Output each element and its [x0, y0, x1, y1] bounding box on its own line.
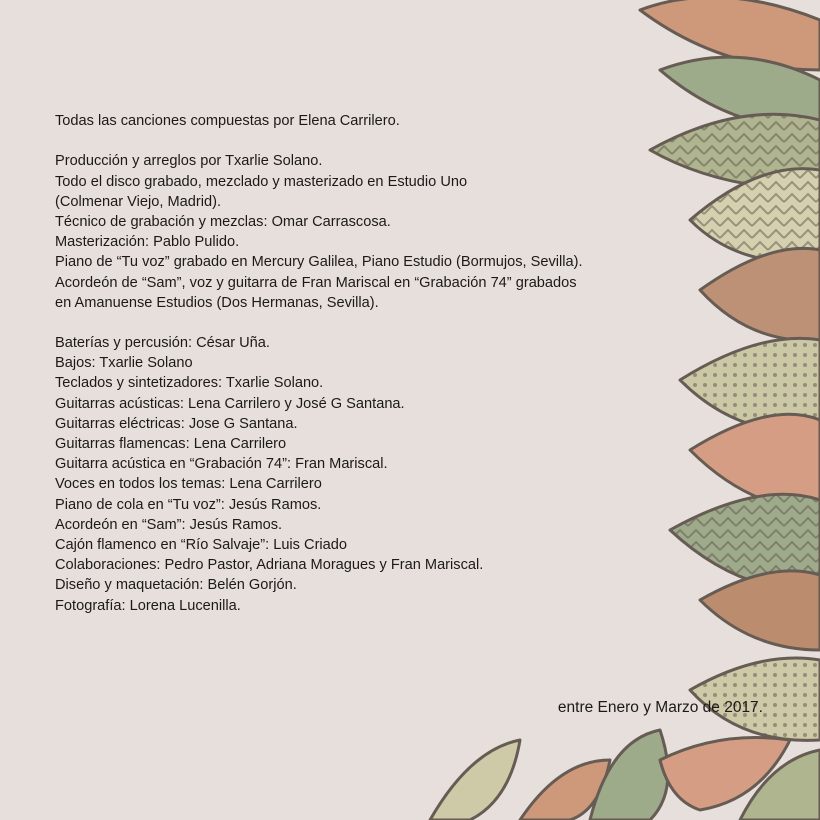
credit-line: Guitarras eléctricas: Jose G Santana. [55, 415, 298, 432]
credit-line: Guitarras acústicas: Lena Carrilero y José G Santana. [55, 395, 405, 412]
leaf-shape [700, 248, 820, 340]
credit-line: (Colmenar Viejo, Madrid). [55, 193, 221, 210]
recording-date-note: entre Enero y Marzo de 2017. [557, 699, 763, 716]
credit-line: Fotografía: Lorena Lucenilla. [55, 597, 241, 614]
credit-line: Todas las canciones compuestas por Elena Carrilero. [55, 113, 400, 129]
credit-line: Diseño y maquetación: Belén Gorjón. [55, 577, 297, 594]
leaf-shape [430, 740, 520, 820]
credit-line: Técnico de grabación y mezclas: Omar Carrascosa. [55, 213, 391, 230]
credit-line: Todo el disco grabado, mezclado y masterizado en Estudio Uno [55, 173, 468, 190]
credit-line: Acordeón de “Sam”, voz y guitarra de Fran Mariscal en “Grabación 74” grabados [55, 274, 577, 291]
credit-line: Bajos: Txarlie Solano [55, 355, 193, 372]
credit-line: Piano de “Tu voz” grabado en Mercury Galilea, Piano Estudio (Bormujos, Sevilla). [55, 254, 583, 271]
credit-line: Teclados y sintetizadores: Txarlie Solano. [55, 375, 324, 392]
credit-line: Guitarras flamencas: Lena Carrilero [55, 436, 287, 452]
credit-line: Colaboraciones: Pedro Pastor, Adriana Moragues y Fran Mariscal. [55, 557, 484, 574]
credit-line: en Amanuense Estudios (Dos Hermanas, Sevilla). [55, 294, 379, 311]
credit-line: Masterización: Pablo Pulido. [55, 234, 240, 251]
credit-line: Guitarra acústica en “Grabación 74”: Fran Mariscal. [55, 456, 388, 473]
credit-line: Voces en todos los temas: Lena Carrilero [55, 476, 322, 493]
credit-line: Piano de cola en “Tu voz”: Jesús Ramos. [55, 496, 322, 513]
leaf-shape [700, 571, 820, 650]
credits-text [55, 111, 695, 616]
credit-line: Acordeón en “Sam”: Jesús Ramos. [55, 516, 283, 533]
credit-line: Cajón flamenco en “Río Salvaje”: Luis Criado [55, 536, 348, 553]
credit-line: Baterías y percusión: César Uña. [55, 335, 270, 352]
credit-line: Producción y arreglos por Txarlie Solano. [55, 153, 323, 170]
